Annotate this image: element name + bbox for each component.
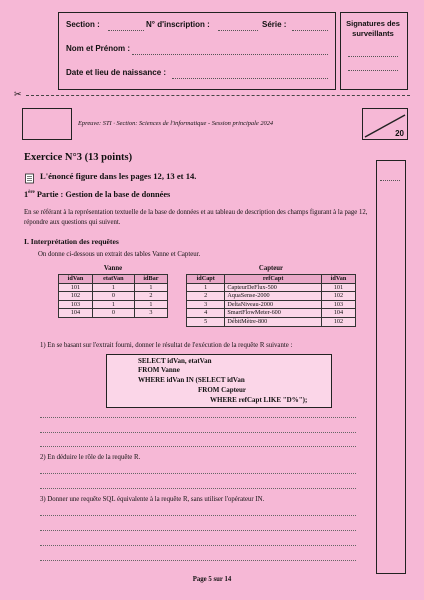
question-1: 1) En se basant sur l'extrait fourni, donner le résultat de l'exécution de la requête R suivante : xyxy=(40,342,293,349)
capteur-table-row xyxy=(187,317,356,326)
capteur-table-cell: 102 xyxy=(321,317,355,326)
capteur-table-cell: 1 xyxy=(187,283,225,292)
signature-line-1 xyxy=(348,56,398,57)
question-2: 2) En déduire le rôle de la requête R. xyxy=(40,454,141,461)
vanne-table-cell: 101 xyxy=(59,283,93,292)
answer-line[interactable] xyxy=(40,417,356,418)
capteur-table-cell: DébitMètre-800 xyxy=(225,317,322,326)
sql-line-5: WHERE refCapt LIKE "D%"); xyxy=(210,396,308,404)
capteur-column-header: idCapt xyxy=(187,275,225,284)
answer-line[interactable] xyxy=(40,545,356,546)
answer-line[interactable] xyxy=(40,515,356,516)
sql-line-3: WHERE idVan IN (SELECT idVan xyxy=(138,376,245,384)
answer-line[interactable] xyxy=(40,530,356,531)
vanne-column-header: etatVan xyxy=(92,275,134,284)
inscription-label: N° d'inscription : xyxy=(146,20,210,29)
part-superscript: ère xyxy=(28,190,35,196)
capteur-table-cell: 101 xyxy=(321,283,355,292)
statement-reference: L'énoncé figure dans les pages 12, 13 et 14. xyxy=(40,171,197,181)
capteur-table-title: Capteur xyxy=(258,265,284,272)
capteur-column-header: idVan xyxy=(321,275,355,284)
capteur-table-row xyxy=(187,300,356,309)
capteur-table-row xyxy=(187,283,356,292)
vanne-table-cell: 1 xyxy=(134,300,167,309)
part-title-text: Partie : Gestion de la base de données xyxy=(36,190,171,199)
vanne-table-row xyxy=(59,283,168,292)
vanne-table-cell: 3 xyxy=(134,309,167,318)
section-field[interactable] xyxy=(108,30,144,31)
capteur-table-cell: AquaSense-2000 xyxy=(225,292,322,301)
vanne-table-cell: 104 xyxy=(59,309,93,318)
part-title xyxy=(24,190,170,199)
vanne-table-row xyxy=(59,292,168,301)
vanne-table-row xyxy=(59,309,168,318)
document-icon xyxy=(24,171,35,189)
vanne-column-header: idBar xyxy=(134,275,167,284)
sql-line-1: SELECT idVan, etatVan xyxy=(138,357,212,365)
birth-field[interactable] xyxy=(172,78,328,79)
capteur-table-cell: DeltaNiveau-2000 xyxy=(225,300,322,309)
vanne-table-cell: 102 xyxy=(59,292,93,301)
exercise-title: Exercice N°3 (13 points) xyxy=(24,152,133,163)
capteur-table-cell: 103 xyxy=(321,300,355,309)
score-box xyxy=(362,108,408,140)
inscription-field[interactable] xyxy=(218,30,258,31)
answer-line[interactable] xyxy=(40,432,356,433)
sql-line-2: FROM Vanne xyxy=(138,366,180,374)
serie-field[interactable] xyxy=(292,30,328,31)
answer-line[interactable] xyxy=(40,446,356,447)
capteur-table-cell: 2 xyxy=(187,292,225,301)
signatures-label: Signatures des surveillants xyxy=(346,19,400,38)
capteur-table-cell: 3 xyxy=(187,300,225,309)
section-title: I. Interprétation des requêtes xyxy=(24,237,119,246)
vanne-table-row xyxy=(59,300,168,309)
extract-text: On donne ci-dessous un extrait des tables Vanne et Capteur. xyxy=(38,251,201,258)
exam-banner: Epreuve: STI · Section: Sciences de l'informatique - Session principale 2024 xyxy=(78,120,274,127)
vanne-table-cell: 103 xyxy=(59,300,93,309)
section-label: Section : xyxy=(66,20,100,29)
name-field[interactable] xyxy=(132,54,328,55)
grading-column xyxy=(376,160,406,574)
answer-line[interactable] xyxy=(40,560,356,561)
score-value: 20 xyxy=(395,129,404,138)
vanne-table-cell: 1 xyxy=(92,300,134,309)
capteur-table-row xyxy=(187,309,356,318)
intro-text: En se référant à la représentation textuelle de la base de données et au tableau de description des champs figurant à la page 12, répondre aux questions qui suivent. xyxy=(24,209,368,226)
serie-label: Série : xyxy=(262,20,287,29)
capteur-column-header: refCapt xyxy=(225,275,322,284)
vanne-column-header: idVan xyxy=(59,275,93,284)
capteur-table-cell: CapteurDeFlux-500 xyxy=(225,283,322,292)
birth-label: Date et lieu de naissance : xyxy=(66,68,167,77)
vanne-table-cell: 1 xyxy=(134,283,167,292)
vanne-table-cell: 1 xyxy=(92,283,134,292)
part-number: 1 xyxy=(24,190,29,199)
scissors-icon: ✂ xyxy=(14,89,22,99)
vanne-table-cell: 0 xyxy=(92,292,134,301)
capteur-table-cell: 104 xyxy=(321,309,355,318)
capteur-table xyxy=(186,274,356,327)
capteur-table-cell: 5 xyxy=(187,317,225,326)
vanne-table xyxy=(58,274,168,318)
vanne-table-cell: 0 xyxy=(92,309,134,318)
capteur-table-cell: 4 xyxy=(187,309,225,318)
question-3: 3) Donner une requête SQL équivalente à la requête R, sans utiliser l'opérateur IN. xyxy=(40,496,265,503)
capteur-table-row xyxy=(187,292,356,301)
capteur-table-cell: SmartFlowMeter-600 xyxy=(225,309,322,318)
sql-line-4: FROM Capteur xyxy=(198,386,247,394)
vanne-table-cell: 2 xyxy=(134,292,167,301)
signature-line-2 xyxy=(348,70,398,71)
name-label: Nom et Prénom : xyxy=(66,44,131,53)
vanne-table-title: Vanne xyxy=(103,265,123,272)
capteur-table-cell: 102 xyxy=(321,292,355,301)
grading-mark-line xyxy=(380,180,400,181)
grade-box xyxy=(22,108,72,140)
answer-line[interactable] xyxy=(40,473,356,474)
answer-line[interactable] xyxy=(40,488,356,489)
page-number: Page 5 sur 14 xyxy=(192,576,232,583)
cut-line xyxy=(26,95,410,96)
